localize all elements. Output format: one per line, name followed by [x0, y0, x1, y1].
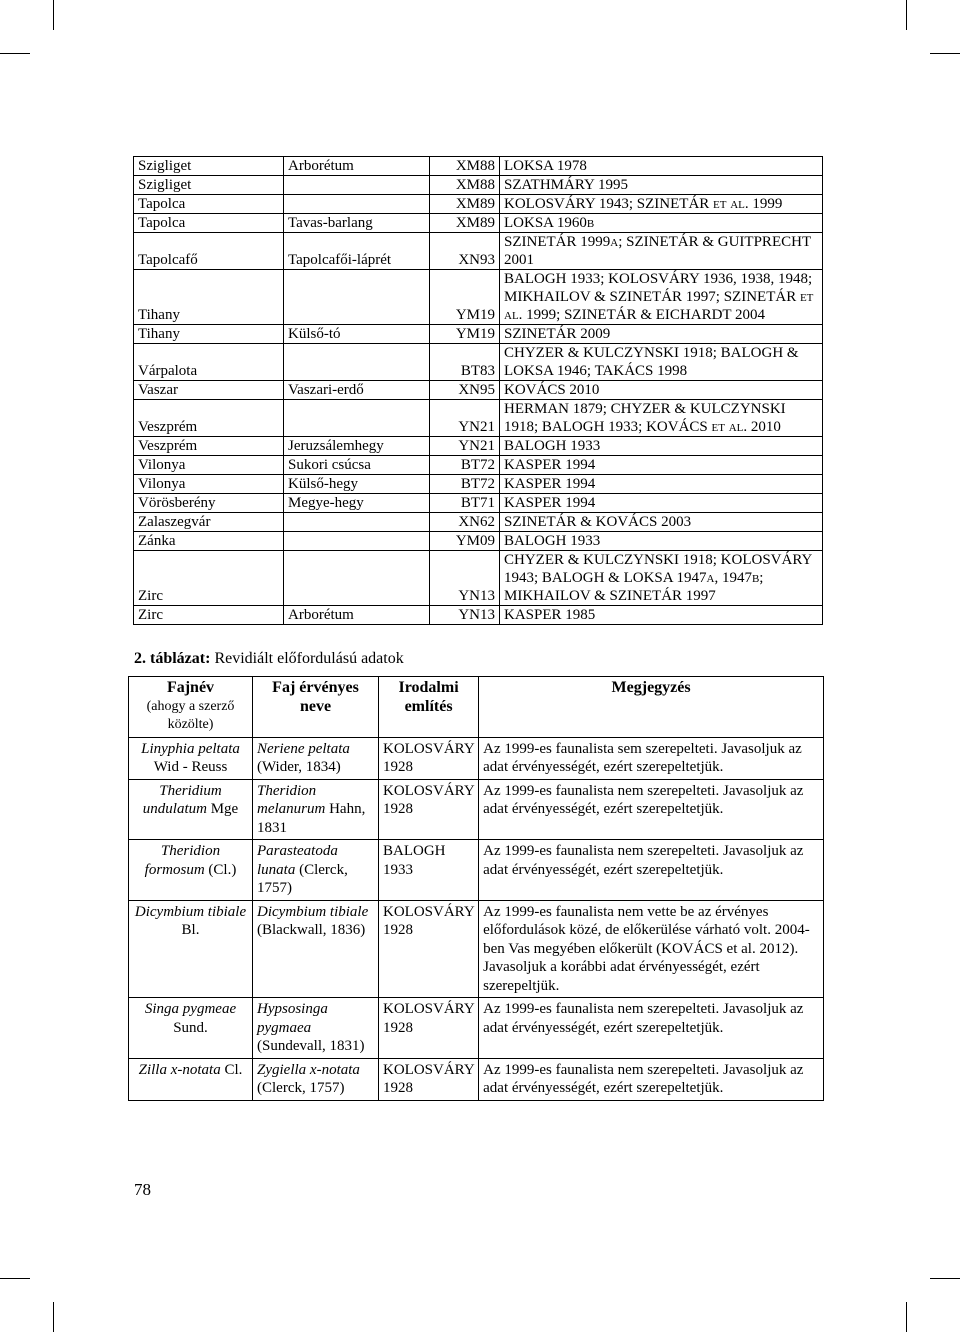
place-cell: Zalaszegvár: [134, 513, 284, 532]
table-row: [134, 456, 823, 475]
valid-author: (Blackwall, 1836): [257, 922, 366, 938]
species-name-cell: [129, 998, 253, 1059]
code-cell: XM89: [430, 214, 500, 233]
site-cell: [284, 195, 430, 214]
reference-cell: KOVÁCS 2010: [500, 381, 823, 400]
table-row: [134, 532, 823, 551]
code-cell: XM88: [430, 157, 500, 176]
table-row: [134, 381, 823, 400]
table-row: [134, 157, 823, 176]
place-cell: Szigliget: [134, 176, 284, 195]
table-caption: [134, 650, 404, 668]
reference-cell: BALOGH 1933: [500, 532, 823, 551]
table-row: [134, 513, 823, 532]
locality-table: [133, 156, 823, 625]
code-cell: XN95: [430, 381, 500, 400]
literature-cell: KOLOSVÁRY 1928: [379, 1058, 479, 1100]
code-cell: YN13: [430, 551, 500, 606]
note-cell: Az 1999-es faunalista nem szerepelteti. Javasoljuk az adat érvényességét, ezért szerepeltetjük.: [479, 840, 824, 901]
literature-cell: KOLOSVÁRY 1928: [379, 737, 479, 779]
table-row: [134, 233, 823, 270]
header-literature: Irodalmi említés: [379, 677, 479, 738]
place-cell: Veszprém: [134, 400, 284, 437]
table-row: [134, 214, 823, 233]
valid-name: Hypsosinga pygmaea: [257, 1001, 328, 1036]
reference-cell: SZINETÁR 2009: [500, 325, 823, 344]
species-author: Cl.: [220, 1061, 243, 1078]
species-name-cell: [129, 840, 253, 901]
table-row: [134, 270, 823, 325]
site-cell: Megye-hegy: [284, 494, 430, 513]
reference-cell: SZINETÁR & KOVÁCS 2003: [500, 513, 823, 532]
valid-name-cell: [253, 840, 379, 901]
valid-author: (Clerck, 1757): [257, 1080, 345, 1096]
reference-cell: LOKSA 1960b: [500, 214, 823, 233]
code-cell: YN21: [430, 437, 500, 456]
note-cell: Az 1999-es faunalista nem szerepelteti. Javasoljuk az adat érvényességét, ezért szerepeltetjük.: [479, 998, 824, 1059]
table-row: [134, 551, 823, 606]
table-row: [129, 998, 824, 1059]
literature-cell: KOLOSVÁRY 1928: [379, 900, 479, 998]
species-name-cell: [129, 900, 253, 998]
site-cell: [284, 551, 430, 606]
species-author: Mge: [206, 801, 239, 817]
reference-cell: CHYZER & KULCZYNSKI 1918; KOLOSVÁRY 1943; BALOGH & LOKSA 1947a, 1947b; MIKHAILOV & SZINETÁR 1997: [500, 551, 823, 606]
place-cell: Vilonya: [134, 475, 284, 494]
table-row: [134, 344, 823, 381]
crop-mark: [53, 0, 54, 30]
table-row: [134, 400, 823, 437]
code-cell: YN21: [430, 400, 500, 437]
site-cell: Külső-hegy: [284, 475, 430, 494]
valid-name: Dicymbium tibiale: [257, 903, 369, 920]
place-cell: Szigliget: [134, 157, 284, 176]
valid-name-cell: [253, 998, 379, 1059]
reference-cell: KASPER 1994: [500, 456, 823, 475]
table-header-row: [129, 677, 824, 738]
code-cell: YM09: [430, 532, 500, 551]
header-note: Megjegyzés: [479, 677, 824, 738]
valid-name: Neriene peltata: [257, 740, 350, 757]
place-cell: Zirc: [134, 606, 284, 625]
place-cell: Zánka: [134, 532, 284, 551]
reference-cell: KASPER 1994: [500, 494, 823, 513]
site-cell: Arborétum: [284, 157, 430, 176]
code-cell: XN93: [430, 233, 500, 270]
reference-cell: KOLOSVÁRY 1943; SZINETÁR et al. 1999: [500, 195, 823, 214]
literature-cell: KOLOSVÁRY 1928: [379, 779, 479, 840]
reference-cell: BALOGH 1933; KOLOSVÁRY 1936, 1938, 1948; MIKHAILOV & SZINETÁR 1997; SZINETÁR et al. 1999; SZINETÁR & EICHARDT 2004: [500, 270, 823, 325]
valid-author: (Clerck, 1757): [257, 861, 348, 896]
place-cell: Vilonya: [134, 456, 284, 475]
valid-name-cell: [253, 779, 379, 840]
valid-name-cell: [253, 900, 379, 998]
table-row: [129, 840, 824, 901]
species-author: Sund.: [173, 1019, 208, 1036]
table-row: [134, 475, 823, 494]
reference-cell: KASPER 1985: [500, 606, 823, 625]
code-cell: XM88: [430, 176, 500, 195]
code-cell: BT83: [430, 344, 500, 381]
literature-cell: KOLOSVÁRY 1928: [379, 998, 479, 1059]
species-name-cell: [129, 737, 253, 779]
site-cell: Külső-tó: [284, 325, 430, 344]
crop-mark: [53, 1302, 54, 1332]
table-row: [134, 176, 823, 195]
revised-records-table: [128, 676, 824, 1101]
revised-records-body: [129, 737, 824, 1100]
valid-author: (Sundevall, 1831): [257, 1038, 365, 1054]
site-cell: [284, 270, 430, 325]
site-cell: Tavas-barlang: [284, 214, 430, 233]
species-name-cell: [129, 779, 253, 840]
valid-author: Hahn, 1831: [257, 801, 366, 836]
species-name: Singa pygmeae: [144, 1001, 237, 1017]
species-name: Dicymbium tibiale: [134, 903, 247, 920]
page-number: 78: [134, 1180, 151, 1199]
code-cell: BT72: [430, 475, 500, 494]
place-cell: Tapolca: [134, 195, 284, 214]
reference-cell: LOKSA 1978: [500, 157, 823, 176]
place-cell: Veszprém: [134, 437, 284, 456]
header-fajnev: Fajnév (ahogy a szerző közölte): [129, 677, 253, 738]
species-name-cell: [129, 1058, 253, 1100]
site-cell: [284, 176, 430, 195]
site-cell: [284, 513, 430, 532]
code-cell: YM19: [430, 270, 500, 325]
valid-name-cell: [253, 1058, 379, 1100]
code-cell: BT72: [430, 456, 500, 475]
table-row: [129, 737, 824, 779]
table-row: [134, 325, 823, 344]
place-cell: Vaszar: [134, 381, 284, 400]
crop-mark: [0, 1278, 30, 1279]
reference-cell: KASPER 1994: [500, 475, 823, 494]
place-cell: Vörösberény: [134, 494, 284, 513]
note-cell: Az 1999-es faunalista nem szerepelteti. Javasoljuk az adat érvényességét, ezért szerepeltetjük.: [479, 1058, 824, 1100]
code-cell: YN13: [430, 606, 500, 625]
site-cell: Jeruzsálemhegy: [284, 437, 430, 456]
crop-mark: [906, 1302, 907, 1332]
note-cell: Az 1999-es faunalista nem vette be az érvényes előfordulások közé, de előkerülése várható volt. 2004-ben Vas megyében előkerült (KOVÁCS et al. 2012). Javasoljuk a korábbi adat érvényességét, ezért szerepeltjük.: [479, 900, 824, 998]
table-row: [134, 437, 823, 456]
place-cell: Várpalota: [134, 344, 284, 381]
reference-cell: CHYZER & KULCZYNSKI 1918; BALOGH & LOKSA 1946; TAKÁCS 1998: [500, 344, 823, 381]
crop-mark: [0, 53, 30, 54]
species-name: Linyphia peltata: [141, 740, 240, 757]
table-row: [129, 779, 824, 840]
code-cell: YM19: [430, 325, 500, 344]
place-cell: Zirc: [134, 551, 284, 606]
site-cell: [284, 400, 430, 437]
species-author: Bl.: [181, 922, 200, 938]
crop-mark: [930, 53, 960, 54]
valid-name-cell: [253, 737, 379, 779]
valid-name: Theridion melanurum: [257, 782, 326, 817]
site-cell: Vaszari-erdő: [284, 381, 430, 400]
code-cell: XN62: [430, 513, 500, 532]
table-row: [129, 900, 824, 998]
header-fajnev-sub: (ahogy a szerző közölte): [146, 698, 235, 732]
reference-cell: BALOGH 1933: [500, 437, 823, 456]
code-cell: XM89: [430, 195, 500, 214]
note-cell: Az 1999-es faunalista sem szerepelteti. Javasoljuk az adat érvényességét, ezért szerepeltetjük.: [479, 737, 824, 779]
crop-mark: [930, 1278, 960, 1279]
species-name: Theridium undulatum: [142, 782, 222, 817]
site-cell: Sukori csúcsa: [284, 456, 430, 475]
table-row: [134, 195, 823, 214]
place-cell: Tihany: [134, 325, 284, 344]
species-name: Zilla x-notata: [138, 1061, 221, 1078]
code-cell: BT71: [430, 494, 500, 513]
valid-name: Zygiella x-notata: [257, 1061, 360, 1078]
species-name: Theridion formosum: [144, 843, 221, 878]
table-row: [134, 606, 823, 625]
valid-author: (Wider, 1834): [257, 759, 341, 775]
site-cell: [284, 344, 430, 381]
site-cell: Arborétum: [284, 606, 430, 625]
valid-name: Parasteatoda lunata: [257, 843, 338, 878]
species-author: (Cl.): [204, 861, 237, 878]
species-author: Wid - Reuss: [153, 759, 228, 775]
reference-cell: SZINETÁR 1999a; SZINETÁR & GUITPRECHT 2001: [500, 233, 823, 270]
place-cell: Tapolcafő: [134, 233, 284, 270]
table-row: [129, 1058, 824, 1100]
place-cell: Tihany: [134, 270, 284, 325]
site-cell: Tapolcafői-láprét: [284, 233, 430, 270]
caption-number: 2. táblázat:: [134, 650, 211, 667]
table-row: [134, 494, 823, 513]
literature-cell: BALOGH 1933: [379, 840, 479, 901]
site-cell: [284, 532, 430, 551]
crop-mark: [906, 0, 907, 30]
place-cell: Tapolca: [134, 214, 284, 233]
caption-text: Revidiált előfordulású adatok: [210, 650, 404, 667]
reference-cell: HERMAN 1879; CHYZER & KULCZYNSKI 1918; BALOGH 1933; KOVÁCS et al. 2010: [500, 400, 823, 437]
reference-cell: SZATHMÁRY 1995: [500, 176, 823, 195]
locality-table-body: [134, 157, 823, 625]
note-cell: Az 1999-es faunalista nem szerepelteti. Javasoljuk az adat érvényességét, ezért szerepeltetjük.: [479, 779, 824, 840]
header-valid-name: Faj érvényes neve: [253, 677, 379, 738]
